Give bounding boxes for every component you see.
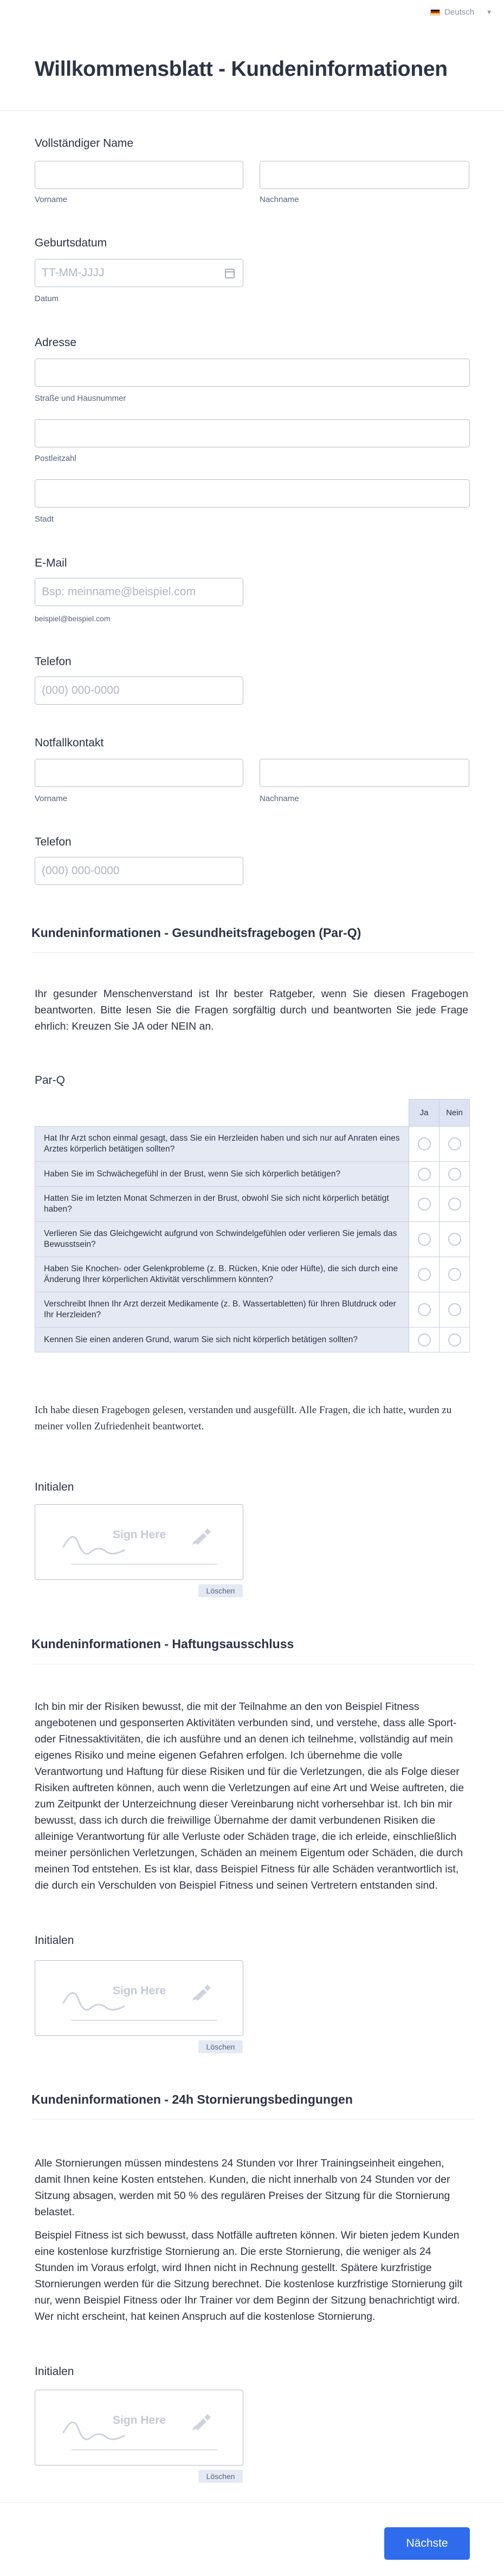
signature-placeholder-text: Sign Here	[113, 2414, 166, 2427]
chevron-down-icon: ▼	[486, 9, 492, 16]
matrix-row	[35, 1257, 470, 1292]
matrix-corner	[35, 1100, 409, 1127]
matrix-question: Hat Ihr Arzt schon einmal gesagt, dass Sie ein Herzleiden haben und sich nur auf Anraten eines Arztes körperlich betätigen sollten?	[35, 1127, 409, 1162]
birthdate-input[interactable]	[35, 259, 243, 287]
emergency-first-name-sublabel: Vorname	[35, 794, 68, 803]
cancellation-section-title: Kundeninformationen - 24h Stornierungsbedingungen	[31, 2092, 353, 2106]
radio-no[interactable]	[448, 1303, 461, 1316]
calendar-icon[interactable]	[225, 269, 235, 278]
signature-placeholder-text: Sign Here	[113, 1985, 166, 1997]
emergency-last-name-sublabel: Nachname	[260, 794, 299, 803]
parq-matrix-label: Par-Q	[35, 1074, 66, 1087]
clear-signature-button[interactable]: Löschen	[198, 2470, 243, 2483]
matrix-question: Kennen Sie einen anderen Grund, warum Sie sich nicht körperlich betätigen sollten?	[35, 1328, 409, 1352]
signature-pad[interactable]	[35, 2390, 243, 2466]
radio-no[interactable]	[448, 1137, 461, 1150]
parq-section-title: Kundeninformationen - Gesundheitsfragebogen (Par-Q)	[31, 926, 361, 940]
signature-pad[interactable]	[35, 1504, 243, 1580]
liability-section-title: Kundeninformationen - Haftungsausschluss	[31, 1637, 294, 1651]
radio-yes[interactable]	[418, 1268, 431, 1281]
radio-yes[interactable]	[418, 1198, 431, 1211]
clear-signature-button[interactable]: Löschen	[198, 2040, 243, 2053]
emergency-last-name-input[interactable]	[260, 759, 469, 787]
matrix-row	[35, 1127, 470, 1162]
parq-statement-text: Ich habe diesen Fragebogen gelesen, verstanden und ausgefüllt. Alle Fragen, die ich hatte, wurden zu meiner vollen Zufriedenheit beantwortet.	[35, 1404, 452, 1432]
matrix-question: Verschreibt Ihnen Ihr Arzt derzeit Medikamente (z. B. Wassertabletten) für Ihren Blutdruck oder Ihr Herzleiden?	[35, 1292, 409, 1328]
radio-yes[interactable]	[418, 1137, 431, 1150]
signature-placeholder-text: Sign Here	[113, 1528, 166, 1541]
matrix-question: Haben Sie im Schwächegefühl in der Brust, wenn Sie sich körperlich betätigen?	[35, 1162, 409, 1187]
radio-yes[interactable]	[418, 1303, 431, 1316]
phone-label: Telefon	[35, 655, 72, 668]
phone-input[interactable]	[35, 676, 243, 705]
signature-pad[interactable]	[35, 1960, 243, 2036]
clear-signature-button[interactable]: Löschen	[198, 1584, 243, 1597]
emergency-contact-label: Notfallkontakt	[35, 737, 104, 749]
radio-yes[interactable]	[418, 1168, 431, 1181]
emergency-first-name-input[interactable]	[35, 759, 243, 787]
emergency-phone-label: Telefon	[35, 836, 72, 848]
radio-no[interactable]	[448, 1168, 461, 1181]
full-name-label: Vollständiger Name	[35, 137, 134, 149]
city-sublabel: Stadt	[35, 515, 54, 524]
parq-intro-text: Ihr gesunder Menschenverstand ist Ihr bester Ratgeber, wenn Sie diesen Fragebogen beantworten. Bitte lesen Sie die Fragen sorgfältig durch und beantworten Sie jede Frage ehrlich: Kreuzen Sie JA oder NEIN an.	[35, 988, 468, 1032]
email-label: E-Mail	[35, 557, 67, 569]
liability-text: Ich bin mir der Risiken bewusst, die mit der Teilnahme an den von Beispiel Fitness angebotenen und gesponserten Aktivitäten verbunden sind, und verstehe, dass alle Sport- oder Fitnessaktivitäten, die ich ausführe und an denen ich teilnehme, vollständig auf mein eigenes Risiko und meine eigenen Gefahren erfolgen. Ich übernehme die volle Verantwortung und Haftung für diese Risiken und für die Verletzungen, die als Folge dieser Risiken auftreten können, auch wenn die Verletzungen auf eine Art und Weise auftreten, die zum Zeitpunkt der Unterzeichnung dieser Vereinbarung nicht vorhersehbar ist. Ich bin mir bewusst, dass ich durch die freiwillige Übernahme der damit verbundenen Risiken die alleinige Verantwortung für alle Verluste oder Schäden trage, die ich erleide, einschließlich meiner persönlichen Verletzungen, Schäden an meinem Eigentum oder Schäden, die durch meinen Tod entstehen. Es ist klar, dass Beispiel Fitness für alle Schäden verantwortlich ist, die durch ein Verschulden von Beispiel Fitness und seinen Vertretern entstanden sind.	[35, 1701, 464, 1891]
zip-sublabel: Postleitzahl	[35, 454, 76, 463]
street-input[interactable]	[35, 359, 470, 387]
last-name-input[interactable]	[260, 161, 469, 189]
address-label: Adresse	[35, 336, 77, 349]
radio-no[interactable]	[448, 1333, 461, 1346]
cancellation-text-2: Beispiel Fitness ist sich bewusst, dass Notfälle auftreten können. Wir bieten jedem Kunden eine kostenlose kurzfristige Stornierung an. Die erste Stornierung, die weniger als 24 Stunden im Voraus erfolgt, wird Ihnen nicht in Rechnung gestellt. Spätere kurzfristige Stornierungen werden für die Sitzung berechnet. Die kostenlose kurzfristige Stornierung gilt nur, wenn Beispiel Fitness oder Ihr Trainer vor dem Beginn der Sitzung benachrichtigt wird. Wer nicht erscheint, hat keinen Anspruch auf die kostenlose Stornierung.	[35, 2229, 463, 2323]
cancellation-text-1: Alle Stornierungen müssen mindestens 24 Stunden vor Ihrer Trainingseinheit eingehen, damit Ihnen keine Kosten entstehen. Kunden, die nicht innerhalb von 24 Stunden vor der Sitzung absagen, werden mit 50 % des regulären Preises der Sitzung für die Stornierung belastet.	[35, 2157, 450, 2218]
matrix-question: Hatten Sie im letzten Monat Schmerzen in der Brust, obwohl Sie sich nicht körperlich betätigt haben?	[35, 1187, 409, 1222]
matrix-column-no: Nein	[440, 1100, 470, 1127]
matrix-row	[35, 1222, 470, 1257]
email-input[interactable]	[35, 578, 243, 606]
radio-no[interactable]	[448, 1198, 461, 1211]
matrix-row	[35, 1187, 470, 1222]
radio-no[interactable]	[448, 1268, 461, 1281]
email-sublabel: beispiel@beispiel.com	[35, 614, 111, 623]
street-sublabel: Straße und Hausnummer	[35, 394, 126, 403]
first-name-sublabel: Vorname	[35, 195, 68, 204]
form-header	[0, 0, 504, 111]
emergency-phone-input[interactable]	[35, 857, 243, 885]
radio-yes[interactable]	[418, 1233, 431, 1246]
matrix-question: Verlieren Sie das Gleichgewicht aufgrund von Schwindelgefühlen oder verlieren Sie jemals das Bewusstsein?	[35, 1222, 409, 1257]
pen-icon	[191, 2413, 213, 2431]
first-name-input[interactable]	[35, 161, 243, 189]
pen-icon	[191, 1983, 213, 2002]
parq-matrix	[35, 1099, 470, 1352]
matrix-row	[35, 1162, 470, 1187]
form-title: Willkommensblatt - Kundeninformationen	[35, 57, 448, 81]
city-input[interactable]	[35, 479, 470, 508]
matrix-question: Haben Sie Knochen- oder Gelenkprobleme (z. B. Rücken, Knie oder Hüfte), die sich durch eine Änderung Ihrer körperlichen Aktivität verschlimmern könnten?	[35, 1257, 409, 1292]
birthdate-label: Geburtsdatum	[35, 237, 107, 249]
matrix-column-yes: Ja	[409, 1100, 440, 1127]
cancellation-initials-label: Initialen	[35, 2365, 74, 2378]
radio-yes[interactable]	[418, 1333, 431, 1346]
next-button[interactable]: Nächste	[384, 2527, 470, 2560]
birthdate-sublabel: Datum	[35, 294, 59, 303]
matrix-row	[35, 1328, 470, 1352]
language-label: Deutsch	[444, 8, 475, 17]
section-divider	[31, 952, 474, 953]
last-name-sublabel: Nachname	[260, 195, 299, 204]
parq-initials-label: Initialen	[35, 1481, 74, 1493]
matrix-row	[35, 1292, 470, 1328]
pen-icon	[191, 1527, 213, 1546]
zip-input[interactable]	[35, 419, 470, 447]
liability-initials-label: Initialen	[35, 1934, 74, 1947]
radio-no[interactable]	[448, 1233, 461, 1246]
